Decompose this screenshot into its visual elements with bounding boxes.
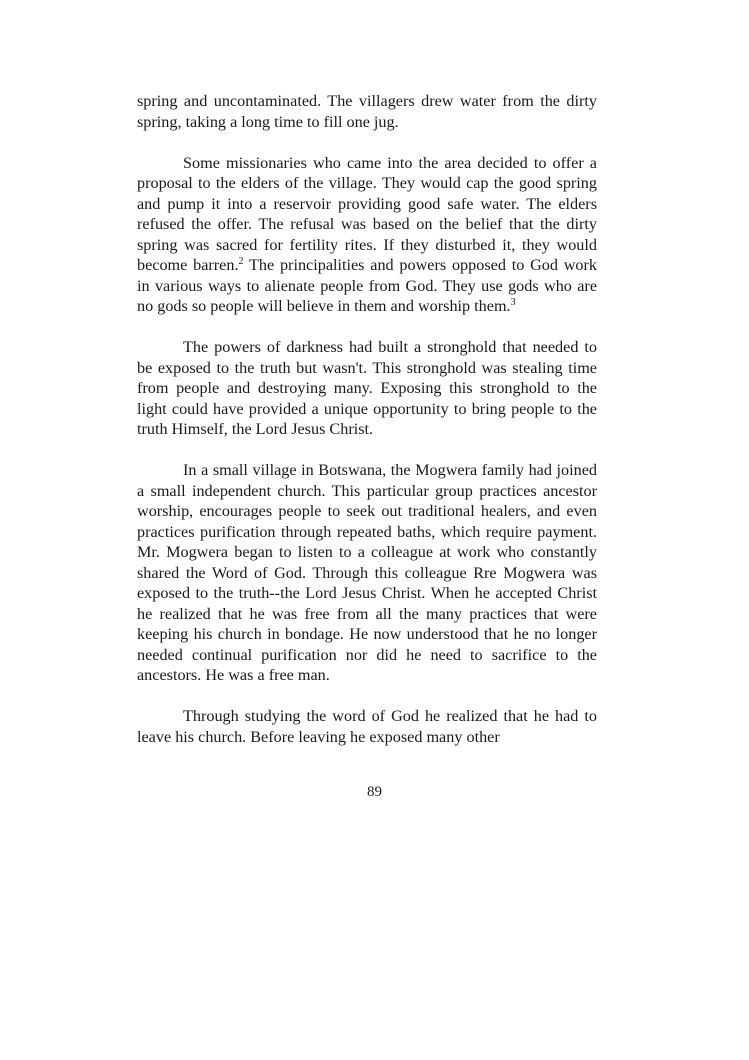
paragraph-botswana (137, 460, 597, 686)
footnote-ref-3[interactable]: 3 (510, 297, 516, 308)
paragraph-text: spring and uncontaminated. The villagers drew water from the dirty spring, taking a long time to fill one jug. (137, 92, 597, 131)
paragraph-studying (137, 706, 597, 747)
page-number: 89 (367, 784, 382, 800)
paragraph-text: The principalities and powers opposed to God work in various ways to alienate people from God. They use gods who are no gods so people will believe in them and worship them. (137, 256, 598, 315)
paragraph-text: The powers of darkness had built a stronghold that needed to be exposed to the truth but wasn't. This stronghold was stealing time from people and destroying many. Exposing this stronghold to the light could have provided a unique opportunity to bring people to the truth Himself, the Lord Jesus Christ. (137, 338, 597, 438)
paragraph-missionaries (137, 153, 597, 317)
paragraph-spring (137, 91, 597, 132)
paragraph-text: In a small village in Botswana, the Mogwera family had joined a small independent church. This particular group practices ancestor worship, encourages people to seek out traditional healers, and even practices purification through repeated baths, which require payment. Mr. Mogwera began to listen to a colleague at work who constantly shared the Word of God. Through this colleague Rre Mogwera was exposed to the truth--the Lord Jesus Christ. When he accepted Christ he realized that he was free from all the many practices that were keeping his church in bondage. He now understood that he no longer needed continual purification nor did he need to sacrifice to the ancestors. He was a free man. (137, 461, 597, 684)
page-body (137, 91, 597, 747)
paragraph-powers-of-darkness (137, 337, 597, 440)
paragraph-text: Through studying the word of God he realized that he had to leave his church. Before leaving he exposed many other (137, 707, 597, 746)
paragraph-text: Some missionaries who came into the area decided to offer a proposal to the elders of the village. They would cap the good spring and pump it into a reservoir providing good safe water. The elders refused the offer. The refusal was based on the belief that the dirty spring was sacred for fertility rites. If they disturbed it, they would become barren. (137, 153, 597, 274)
footnote-ref-2[interactable]: 2 (238, 256, 244, 267)
